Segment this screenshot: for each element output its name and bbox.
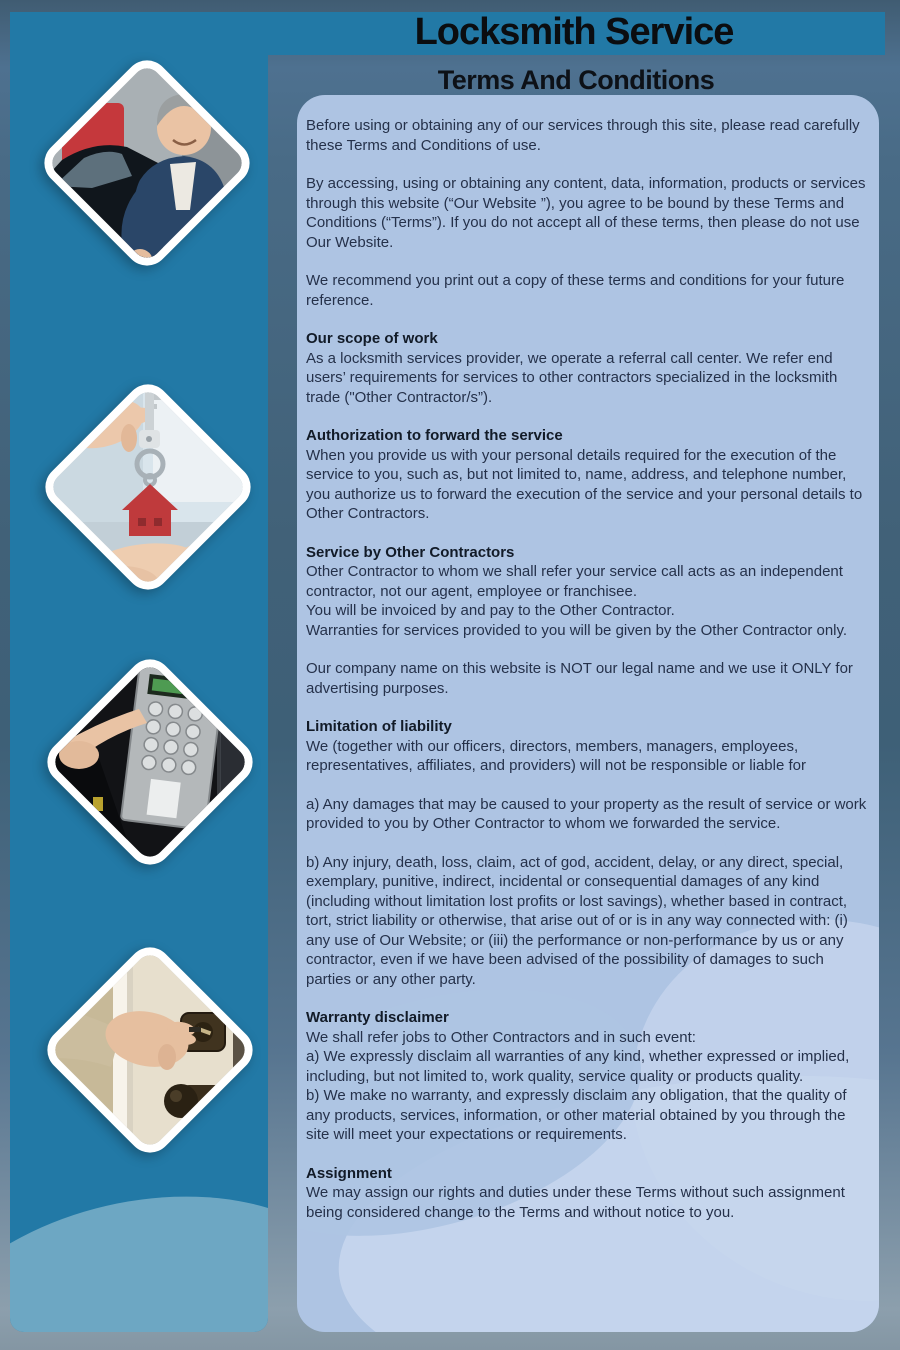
section-paragraph: We recommend you print out a copy of these terms and conditions for your future reference. bbox=[306, 272, 845, 309]
terms-section bbox=[306, 1164, 872, 1223]
terms-section bbox=[306, 116, 872, 155]
terms-section bbox=[306, 271, 872, 310]
page-title: Locksmith Service bbox=[414, 11, 734, 53]
section-paragraph: a) Any damages that may be caused to your property as the result of service or work provided to you by Other Contractor to whom we forwarded the service. bbox=[306, 795, 867, 832]
section-paragraph: You will be invoiced by and pay to the Other Contractor. bbox=[306, 602, 675, 619]
terms-section bbox=[306, 853, 872, 990]
terms-section bbox=[306, 659, 872, 698]
section-heading: Authorization to forward the service bbox=[306, 427, 563, 444]
section-heading: Assignment bbox=[306, 1164, 392, 1182]
section-paragraph: Our company name on this website is NOT our legal name and we use it ONLY for advertising purposes. bbox=[306, 660, 853, 697]
terms-section bbox=[306, 795, 872, 834]
terms-section bbox=[306, 1008, 872, 1145]
section-paragraph: Warranties for services provided to you will be given by the Other Contractor only. bbox=[306, 621, 848, 639]
page-subtitle: Terms And Conditions bbox=[437, 65, 715, 95]
terms-section bbox=[306, 426, 872, 524]
terms-section bbox=[306, 329, 872, 407]
section-heading: Warranty disclaimer bbox=[306, 1009, 449, 1026]
section-paragraph: We shall refer jobs to Other Contractors and in such event: bbox=[306, 1028, 696, 1046]
section-paragraph: When you provide us with your personal details required for the execution of the service to you, such as, but not limited to, name, address, and telephone number, you authorize us to forward the execution of the service and your personal details to Other Contractors. bbox=[306, 446, 863, 522]
terms-sections bbox=[297, 95, 879, 1222]
section-heading: Service by Other Contractors bbox=[306, 543, 515, 561]
section-paragraph: We (together with our officers, directors, members, managers, employees, representatives, affiliates, and providers) will not be responsible or liable for bbox=[306, 737, 806, 774]
terms-section bbox=[306, 717, 872, 776]
terms-section bbox=[306, 174, 872, 252]
decorative-wave bbox=[10, 1153, 268, 1332]
section-heading: Our scope of work bbox=[306, 330, 438, 347]
section-paragraph: Before using or obtaining any of our services through this site, please read carefully these Terms and Conditions of use. bbox=[306, 117, 860, 154]
terms-section bbox=[306, 543, 872, 641]
terms-panel bbox=[297, 95, 879, 1332]
section-paragraph: By accessing, using or obtaining any content, data, information, products or services through this website (“Our Website ”), you agree to be bound by these Terms and Conditions (“Terms”). If you do not accept all of these terms, then please do not use Our Website. bbox=[306, 175, 866, 251]
section-paragraph: Other Contractor to whom we shall refer your service call acts as an independent contractor, not our agent, employee or franchisee. bbox=[306, 563, 843, 600]
section-paragraph: b) We make no warranty, and expressly disclaim any obligation, that the quality of any products, services, information, or other material obtained by you through the site will meet your expectations or requirements. bbox=[306, 1087, 847, 1143]
section-paragraph: b) Any injury, death, loss, claim, act of god, accident, delay, or any direct, special, exemplary, punitive, indirect, incidental or consequential damages of any kind (including without limitation lost profits or lost savings), whether based in contract, tort, strict liability or otherwise, that arise out of or is in any way connected with: (i) any use of Our Website; or (iii) the performance or non-performance by us or any contractor, even if we have been advised of the possibility of damages to such parties or any other party. bbox=[306, 853, 848, 988]
section-heading: Limitation of liability bbox=[306, 718, 452, 735]
section-paragraph: a) We expressly disclaim all warranties of any kind, whether expressed or implied, including, but not limited to, work quality, service quality or products quality. bbox=[306, 1048, 850, 1085]
section-paragraph: As a locksmith services provider, we operate a referral call center. We refer end users’ requirements for services to other contractors specialized in the locksmith trade ("Other Contractor/s”). bbox=[306, 349, 838, 406]
section-paragraph: We may assign our rights and duties under these Terms without such assignment being considered change to the Terms and without notice to you. bbox=[306, 1184, 845, 1221]
